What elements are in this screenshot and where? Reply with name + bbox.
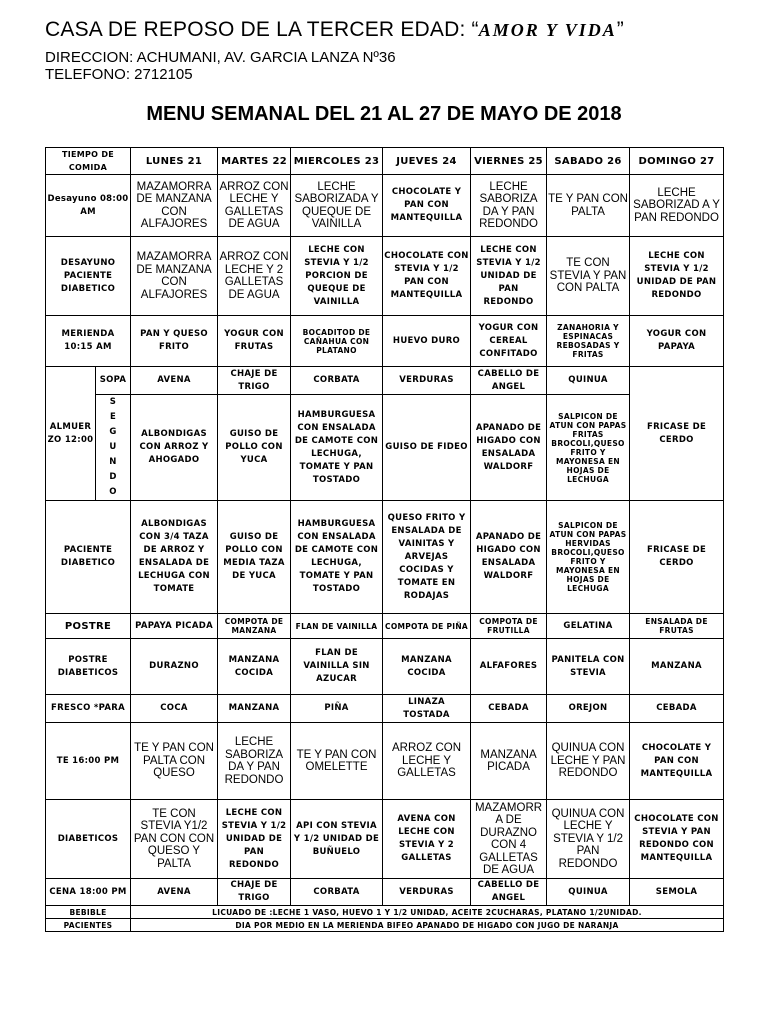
menu-cell: COMPOTA DE MANZANA (218, 614, 291, 639)
menu-cell: COCA (131, 695, 218, 723)
row-label: Desayuno 08:00 AM (46, 175, 131, 237)
menu-cell: MANZANA (630, 639, 724, 695)
menu-cell: API CON STEVIA Y 1/2 UNIDAD DE BUÑUELO (291, 800, 383, 879)
menu-cell: ARROZ CON LECHE Y GALLETAS (383, 723, 471, 800)
menu-cell: MAZAMORR A DE DURAZNO CON 4 GALLETAS DE AGUA (471, 800, 547, 879)
menu-cell: GUISO DE POLLO CON YUCA (218, 395, 291, 501)
fresco-row (46, 695, 724, 723)
row-label: POSTRE (46, 614, 131, 639)
diabeticos-row (46, 800, 724, 879)
menu-cell: FRICASE DE CERDO (630, 501, 724, 614)
menu-cell: COMPOTA DE PIÑA (383, 614, 471, 639)
menu-cell: AVENA (131, 367, 218, 395)
postre-row (46, 614, 724, 639)
menu-cell: YOGUR CON CEREAL CONFITADO (471, 316, 547, 367)
menu-cell: CABELLO DE ANGEL (471, 879, 547, 906)
menu-cell: HUEVO DURO (383, 316, 471, 367)
pacientes-text: DIA POR MEDIO EN LA MERIENDA BIFEO APANADO DE HIGADO CON JUGO DE NARANJA (131, 919, 724, 932)
menu-cell: ENSALADA DE FRUTAS (630, 614, 724, 639)
menu-cell: SEMOLA (630, 879, 724, 906)
menu-cell: QUESO FRITO Y ENSALADA DE VAINITAS Y ARVEJAS COCIDAS Y TOMATE EN RODAJAS (383, 501, 471, 614)
day-header: MARTES 22 (218, 148, 291, 175)
row-label: DESAYUNO PACIENTE DIABETICO (46, 237, 131, 316)
brand-name: AMOR Y VIDA (478, 20, 617, 40)
header-title (45, 18, 624, 42)
menu-cell: ARROZ CON LECHE Y 2 GALLETAS DE AGUA (218, 237, 291, 316)
menu-cell: APANADO DE HIGADO CON ENSALADA WALDORF (471, 395, 547, 501)
day-header: LUNES 21 (131, 148, 218, 175)
almuerzo-sopa-row (46, 367, 724, 395)
menu-cell: CORBATA (291, 879, 383, 906)
menu-cell: QUINUA CON LECHE Y STEVIA Y 1/2 PAN REDONDO (547, 800, 630, 879)
menu-cell: FLAN DE VAINILLA (291, 614, 383, 639)
sopa-label: SOPA (96, 367, 131, 395)
day-header: JUEVES 24 (383, 148, 471, 175)
row-label: CENA 18:00 PM (46, 879, 131, 906)
header-title-text: CASA DE REPOSO DE LA TERCER EDAD: “ (45, 18, 479, 41)
header-row (46, 148, 724, 175)
menu-cell: APANADO DE HIGADO CON ENSALADA WALDORF (471, 501, 547, 614)
menu-cell: PAPAYA PICADA (131, 614, 218, 639)
row-label: BEBIBLE (46, 906, 131, 919)
menu-cell: LECHE CON STEVIA Y 1/2 UNIDAD DE PAN REDONDO (630, 237, 724, 316)
desayuno-diabetico-row (46, 237, 724, 316)
menu-cell: CABELLO DE ANGEL (471, 367, 547, 395)
menu-cell: VERDURAS (383, 879, 471, 906)
header-title-close: ” (616, 18, 624, 41)
menu-cell: TE Y PAN CON PALTA (547, 175, 630, 237)
menu-cell: TE CON STEVIA Y PAN CON PALTA (547, 237, 630, 316)
menu-cell: COMPOTA DE FRUTILLA (471, 614, 547, 639)
menu-cell: CEBADA (471, 695, 547, 723)
te-row (46, 723, 724, 800)
menu-cell: FLAN DE VAINILLA SIN AZUCAR (291, 639, 383, 695)
bebible-row (46, 906, 724, 919)
menu-cell: LECHE CON STEVIA Y 1/2 UNIDAD DE PAN REDONDO (218, 800, 291, 879)
bebible-text: LICUADO DE :LECHE 1 VASO, HUEVO 1 Y 1/2 UNIDAD, ACEITE 2CUCHARAS, PLATANO 1/2UNIDAD. (131, 906, 724, 919)
menu-title: MENU SEMANAL DEL 21 AL 27 DE MAYO DE 2018 (146, 103, 622, 125)
menu-cell: ARROZ CON LECHE Y GALLETAS DE AGUA (218, 175, 291, 237)
phone: TELEFONO: 2712105 (45, 66, 193, 83)
menu-cell: CEBADA (630, 695, 724, 723)
menu-cell: MANZANA COCIDA (383, 639, 471, 695)
menu-cell: CHOCOLATE CON STEVIA Y 1/2 PAN CON MANTEQUILLA (383, 237, 471, 316)
menu-cell: CHOCOLATE Y PAN CON MANTEQUILLA (383, 175, 471, 237)
menu-cell: TE CON STEVIA Y1/2 PAN CON CON QUESO Y PALTA (131, 800, 218, 879)
row-label: TE 16:00 PM (46, 723, 131, 800)
menu-cell: ALBONDIGAS CON 3/4 TAZA DE ARROZ Y ENSALADA DE LECHUGA CON TOMATE (131, 501, 218, 614)
menu-cell: SALPICON DE ATUN CON PAPAS FRITAS BROCOLI,QUESO FRITO Y MAYONESA EN HOJAS DE LECHUGA (547, 395, 630, 501)
meal-time-header: TIEMPO DE COMIDA (46, 148, 131, 175)
row-label: ALMUER ZO 12:00 (46, 367, 96, 501)
day-header: MIERCOLES 23 (291, 148, 383, 175)
almuerzo-segundo-row (46, 395, 724, 501)
day-header: SABADO 26 (547, 148, 630, 175)
menu-cell: QUINUA CON LECHE Y PAN REDONDO (547, 723, 630, 800)
day-header: DOMINGO 27 (630, 148, 724, 175)
menu-cell: GUISO DE FIDEO (383, 395, 471, 501)
menu-cell: GUISO DE POLLO CON MEDIA TAZA DE YUCA (218, 501, 291, 614)
menu-cell: QUINUA (547, 879, 630, 906)
menu-cell: HAMBURGUESA CON ENSALADA DE CAMOTE CON LECHUGA, TOMATE Y PAN TOSTADO (291, 395, 383, 501)
day-header: VIERNES 25 (471, 148, 547, 175)
row-label: DIABETICOS (46, 800, 131, 879)
menu-cell: BOCADITOD DE CAÑAHUA CON PLATANO (291, 316, 383, 367)
menu-cell: TE Y PAN CON OMELETTE (291, 723, 383, 800)
row-label: MERIENDA 10:15 AM (46, 316, 131, 367)
menu-cell: FRICASE DE CERDO (630, 367, 724, 501)
segundo-label: S E G U N D O (96, 395, 131, 501)
menu-cell: CHOCOLATE CON STEVIA Y PAN REDONDO CON MANTEQUILLA (630, 800, 724, 879)
desayuno-row (46, 175, 724, 237)
menu-cell: ZANAHORIA Y ESPINACAS REBOSADAS Y FRITAS (547, 316, 630, 367)
menu-cell: MANZANA COCIDA (218, 639, 291, 695)
menu-cell: DURAZNO (131, 639, 218, 695)
merienda-row (46, 316, 724, 367)
menu-cell: HAMBURGUESA CON ENSALADA DE CAMOTE CON LECHUGA, TOMATE Y PAN TOSTADO (291, 501, 383, 614)
menu-cell: LECHE SABORIZA DA Y PAN REDONDO (471, 175, 547, 237)
menu-cell: ALFAFORES (471, 639, 547, 695)
menu-cell: MANZANA PICADA (471, 723, 547, 800)
menu-cell: PANITELA CON STEVIA (547, 639, 630, 695)
menu-cell: LINAZA TOSTADA (383, 695, 471, 723)
row-label: POSTRE DIABETICOS (46, 639, 131, 695)
menu-cell: LECHE SABORIZAD A Y PAN REDONDO (630, 175, 724, 237)
postre-diabeticos-row (46, 639, 724, 695)
menu-cell: PAN Y QUESO FRITO (131, 316, 218, 367)
menu-cell: QUINUA (547, 367, 630, 395)
menu-cell: LECHE CON STEVIA Y 1/2 PORCION DE QUEQUE DE VAINILLA (291, 237, 383, 316)
menu-cell: CORBATA (291, 367, 383, 395)
menu-cell: MANZANA (218, 695, 291, 723)
row-label: PACIENTES (46, 919, 131, 932)
menu-cell: CHOCOLATE Y PAN CON MANTEQUILLA (630, 723, 724, 800)
menu-cell: MAZAMORRA DE MANZANA CON ALFAJORES (131, 237, 218, 316)
menu-cell: YOGUR CON PAPAYA (630, 316, 724, 367)
menu-cell: AVENA (131, 879, 218, 906)
menu-cell: MAZAMORRA DE MANZANA CON ALFAJORES (131, 175, 218, 237)
menu-cell: LECHE CON STEVIA Y 1/2 UNIDAD DE PAN REDONDO (471, 237, 547, 316)
menu-cell: SALPICON DE ATUN CON PAPAS HERVIDAS BROCOLI,QUESO FRITO Y MAYONESA EN HOJAS DE LECHUGA (547, 501, 630, 614)
address: DIRECCION: ACHUMANI, AV. GARCIA LANZA Nº36 (45, 49, 396, 66)
menu-cell: TE Y PAN CON PALTA CON QUESO (131, 723, 218, 800)
cena-row (46, 879, 724, 906)
menu-cell: AVENA CON LECHE CON STEVIA Y 2 GALLETAS (383, 800, 471, 879)
menu-cell: PIÑA (291, 695, 383, 723)
menu-cell: OREJON (547, 695, 630, 723)
pacientes-row (46, 919, 724, 932)
menu-cell: ALBONDIGAS CON ARROZ Y AHOGADO (131, 395, 218, 501)
paciente-diabetico-row (46, 501, 724, 614)
row-label: PACIENTE DIABETICO (46, 501, 131, 614)
menu-cell: CHAJE DE TRIGO (218, 879, 291, 906)
row-label: FRESCO *PARA (46, 695, 131, 723)
menu-cell: LECHE SABORIZA DA Y PAN REDONDO (218, 723, 291, 800)
menu-cell: CHAJE DE TRIGO (218, 367, 291, 395)
menu-cell: LECHE SABORIZADA Y QUEQUE DE VAINILLA (291, 175, 383, 237)
menu-cell: VERDURAS (383, 367, 471, 395)
menu-cell: GELATINA (547, 614, 630, 639)
menu-cell: YOGUR CON FRUTAS (218, 316, 291, 367)
weekly-menu-table (45, 147, 724, 932)
